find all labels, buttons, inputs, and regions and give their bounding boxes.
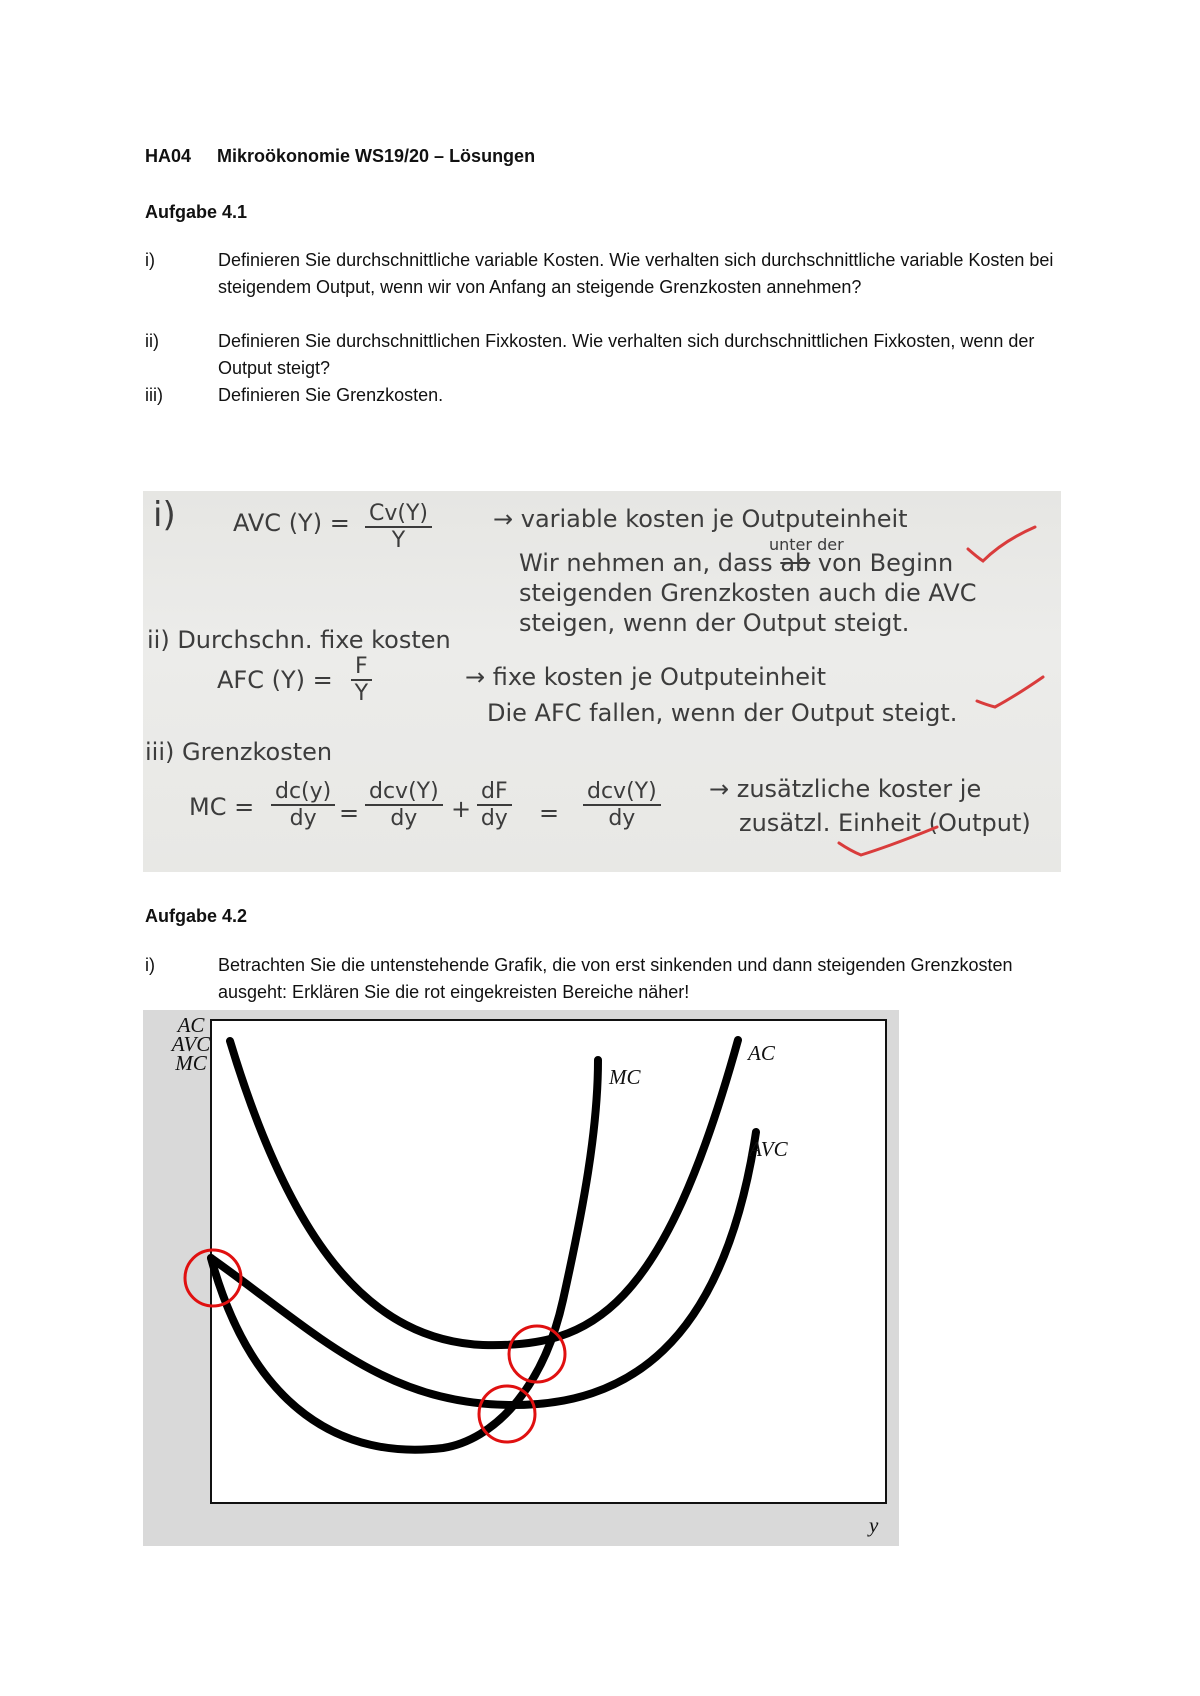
curve-label-mc: MC bbox=[609, 1065, 641, 1089]
curve-label-ac: AC bbox=[748, 1041, 775, 1065]
hw-mc-f1-denominator: dy bbox=[289, 806, 317, 831]
hw-mc-fraction-2 bbox=[365, 779, 443, 831]
hw-avc-note: → variable kosten je Outputeinheit bbox=[493, 505, 908, 533]
hw-afc-line2: Die AFC fallen, wenn der Output steigt. bbox=[487, 699, 958, 727]
document-title: Mikroökonomie WS19/20 – Lösungen bbox=[217, 146, 536, 166]
hw-mc-f1-numerator: dc(y) bbox=[271, 779, 335, 806]
checkmark-icon bbox=[833, 821, 943, 871]
checkmark-icon bbox=[973, 671, 1053, 721]
question-text: Definieren Sie durchschnittlichen Fixkosten. Wie verhalten sich durchschnittlichen Fixkosten, wenn der Output steigt? bbox=[218, 331, 1035, 378]
handwritten-answer-photo bbox=[143, 491, 1061, 872]
hw-note-line3: steigen, wenn der Output steigt. bbox=[519, 609, 910, 637]
question-item bbox=[145, 382, 1065, 409]
hw-avc-fraction bbox=[365, 501, 432, 553]
hw-mc-fraction-4 bbox=[583, 779, 661, 831]
checkmark-icon bbox=[963, 521, 1043, 571]
hw-afc-lhs: AFC (Y) = bbox=[217, 666, 333, 694]
task-heading-4-1: Aufgabe 4.1 bbox=[145, 202, 248, 222]
hw-afc-denominator: Y bbox=[354, 681, 369, 706]
hw-mc-note-line2: zusätzl. Einheit (Output) bbox=[739, 809, 1031, 837]
hw-mc-note-line1: → zusätzliche koster je bbox=[709, 775, 982, 803]
hw-mc-fraction-1 bbox=[271, 779, 335, 831]
assignment-code: HA04 bbox=[145, 146, 192, 166]
hw-mc-lhs: MC = bbox=[189, 793, 255, 821]
hw-avc-lhs: AVC (Y) = bbox=[233, 509, 350, 537]
hw-afc-fraction bbox=[351, 654, 372, 706]
hw-afc-note: → fixe kosten je Outputeinheit bbox=[465, 663, 827, 691]
cost-curves-plot bbox=[143, 1010, 899, 1546]
hw-mc-f4-denominator: dy bbox=[608, 806, 636, 831]
hw-mc-f2-denominator: dy bbox=[390, 806, 418, 831]
hw-label-ii: ii) Durchschn. fixe kosten bbox=[147, 626, 451, 654]
task-heading-4-2: Aufgabe 4.2 bbox=[145, 906, 248, 926]
curve-label-avc: AVC bbox=[749, 1137, 788, 1161]
cost-curves-figure bbox=[143, 1010, 899, 1546]
hw-note-line2: steigenden Grenzkosten auch die AVC bbox=[519, 579, 977, 607]
hw-afc-numerator: F bbox=[351, 654, 372, 681]
hw-mc-f2-numerator: dcv(Y) bbox=[365, 779, 443, 806]
hw-label-i: i) bbox=[153, 495, 176, 535]
question-text: Definieren Sie durchschnittliche variable Kosten. Wie verhalten sich durchschnittliche variable Kosten bei steigendem Output, wenn wir von Anfang an steigende Grenzkosten annehmen? bbox=[218, 250, 1054, 297]
question-number: ii) bbox=[145, 331, 159, 351]
question-number: i) bbox=[145, 250, 155, 270]
hw-avc-numerator: Cv(Y) bbox=[365, 501, 432, 528]
question-number: i) bbox=[145, 955, 155, 975]
y-axis-label: AC AVC MC bbox=[171, 1013, 211, 1075]
document-header bbox=[145, 146, 535, 167]
question-item bbox=[145, 952, 1065, 1006]
hw-mc-fraction-3 bbox=[477, 779, 512, 831]
hw-strikethrough-word: ab bbox=[780, 549, 811, 577]
question-item bbox=[145, 247, 1065, 328]
question-item bbox=[145, 328, 1065, 382]
hw-mc-f4-numerator: dcv(Y) bbox=[583, 779, 661, 806]
hw-mc-equals-2: = bbox=[539, 799, 560, 827]
hw-avc-denominator: Y bbox=[391, 528, 406, 553]
hw-mc-f3-numerator: dF bbox=[477, 779, 512, 806]
hw-mc-equals-1: = bbox=[339, 799, 360, 827]
question-text: Betrachten Sie die untenstehende Grafik, die von erst sinkenden und dann steigenden Grenzkosten ausgeht: Erklären Sie die rot eingekreisten Bereiche näher! bbox=[218, 955, 1013, 1002]
hw-note-line1: Wir nehmen an, dass ab von Beginn bbox=[519, 549, 954, 577]
x-axis-label: y bbox=[869, 1513, 879, 1537]
hw-mc-plus: + bbox=[451, 795, 472, 823]
question-number: iii) bbox=[145, 385, 163, 405]
question-text: Definieren Sie Grenzkosten. bbox=[218, 385, 444, 405]
plot-area bbox=[211, 1020, 886, 1503]
hw-note-insertion: unter der bbox=[769, 535, 844, 554]
hw-mc-f3-denominator: dy bbox=[480, 806, 508, 831]
hw-label-iii: iii) Grenzkosten bbox=[145, 738, 333, 766]
